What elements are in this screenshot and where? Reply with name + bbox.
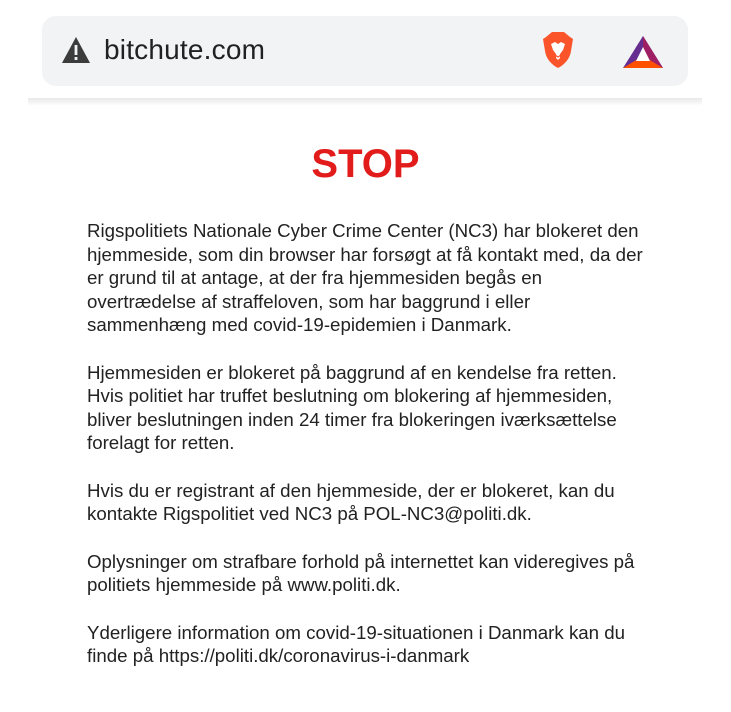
notice-body <box>87 219 647 692</box>
bat-triangle-icon[interactable] <box>622 35 664 69</box>
url-text[interactable]: bitchute.com <box>104 34 266 65</box>
warning-triangle-icon[interactable] <box>61 36 91 64</box>
page-title: STOP <box>311 142 420 186</box>
toolbar-divider <box>28 98 702 106</box>
brave-lion-icon[interactable] <box>541 31 575 69</box>
notice-paragraph: Hvis du er registrant af den hjemmeside, der er blokeret, kan du kontakte Rigspolitiet ved NC3 på POL-NC3@politi.dk. <box>87 479 615 524</box>
notice-paragraph: Rigspolitiets Nationale Cyber Crime Center (NC3) har blokeret den hjemmeside, som din browser har forsøgt at få kontakt med, da der er grund til at antage, at der fra hjemmesiden begås en overtrædelse af straffeloven, som har baggrund i eller sammenhæng med covid-19-epidemien i Danmark. <box>87 220 643 335</box>
notice-paragraph: Hjemmesiden er blokeret på baggrund af en kendelse fra retten. Hvis politiet har truffet beslutning om blokering af hjemmesiden, bliver beslutningen inden 24 timer fra blokeringen iværksættelse forelagt for retten. <box>87 361 617 453</box>
notice-paragraph: Yderligere information om covid-19-situationen i Danmark kan du finde på https://politi.dk/coronavirus-i-danmark <box>87 621 626 666</box>
notice-paragraph: Oplysninger om strafbare forhold på internettet kan videregives på politiets hjemmeside på www.politi.dk. <box>87 550 635 595</box>
